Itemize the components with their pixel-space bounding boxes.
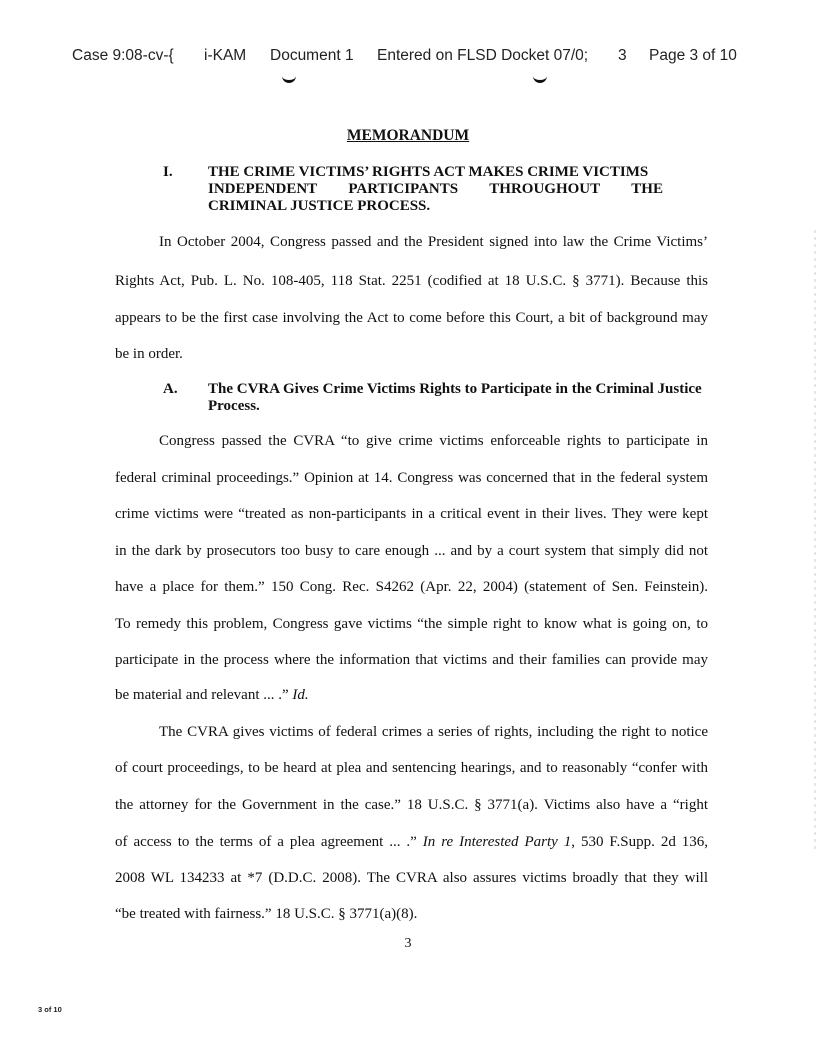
para2-line: federal criminal proceedings.” Opinion at 14. Congress was concerned that in the federal system [115,470,708,486]
para1-line: In October 2004, Congress passed and the President signed into law the Crime Victims’ [159,234,708,250]
page-number: 3 [404,936,412,951]
para3-line: of court proceedings, to be heard at plea and sentencing hearings, and to reasonably “confer with [115,760,708,776]
para2-line: be material and relevant ... .” [115,687,289,703]
section-a-number: A. [163,381,178,397]
header-case-number: Case 9:08-cv-{ [72,47,174,64]
section-i-heading-line3: CRIMINAL JUSTICE PROCESS. [208,198,431,214]
para1-line: be in order. [115,346,183,362]
section-a-heading-line1: The CVRA Gives Crime Victims Rights to Participate in the Criminal Justice [208,381,702,397]
citation-id: Id. [292,687,309,703]
header-entered-docket: Entered on FLSD Docket 07/0; [377,47,589,64]
section-i-heading-line2 [208,181,663,198]
para3-line: the attorney for the Government in the case.” 18 U.S.C. § 3771(a). Victims also have a “right [115,797,708,813]
scan-mark-left [282,73,296,83]
para3-line4-pre: of access to the terms of a plea agreement ... .” [115,834,417,850]
para3-line: The CVRA gives victims of federal crimes a series of rights, including the right to notice [159,724,708,740]
para2-line: have a place for them.” 150 Cong. Rec. S4262 (Apr. 22, 2004) (statement of Sen. Feinstein). [115,579,708,595]
heading-word: THROUGHOUT [489,181,601,197]
para2-line: crime victims were “treated as non-participants in a critical event in their lives. They were kept [115,506,708,522]
para1-line: Rights Act, Pub. L. No. 108-405, 118 Stat. 2251 (codified at 18 U.S.C. § 3771). Because this [115,273,708,289]
para1-line: appears to be the first case involving the Act to come before this Court, a bit of background may [115,310,708,326]
scan-mark-right [533,73,547,83]
footer-page-count: 3 of 10 [38,1005,62,1014]
para3-line: 2008 WL 134233 at *7 (D.D.C. 2008). The CVRA also assures victims broadly that they will [115,870,708,886]
header-judge-initials: i-KAM [204,47,247,64]
section-a-heading-line2: Process. [208,398,260,414]
para2-last-line [115,687,309,704]
heading-word: PARTICIPANTS [348,181,459,197]
para3-line: “be treated with fairness.” 18 U.S.C. § 3771(a)(8). [115,906,418,922]
header-fragment: 3 [618,47,627,64]
section-i-heading-line1: THE CRIME VICTIMS’ RIGHTS ACT MAKES CRIME VICTIMS [208,164,649,180]
header-document-label: Document 1 [270,47,354,64]
para2-line: To remedy this problem, Congress gave victims “the simple right to know what is going on, to [115,616,708,632]
case-name: In re Interested Party 1 [422,834,572,850]
heading-word: THE [631,181,663,197]
para2-line: participate in the process where the information that victims and their families can provide may [115,652,708,668]
para3-line4-post: , 530 F.Supp. 2d 136, [571,834,709,850]
para3-line-citation [115,834,708,851]
para2-line: Congress passed the CVRA “to give crime victims enforceable rights to participate in [159,433,708,449]
heading-word: INDEPENDENT [208,181,318,197]
section-i-number: I. [163,164,173,180]
header-page-count: Page 3 of 10 [649,47,737,64]
memorandum-title: MEMORANDUM [346,127,470,144]
para2-line: in the dark by prosecutors too busy to care enough ... and by a court system that simply did not [115,543,708,559]
